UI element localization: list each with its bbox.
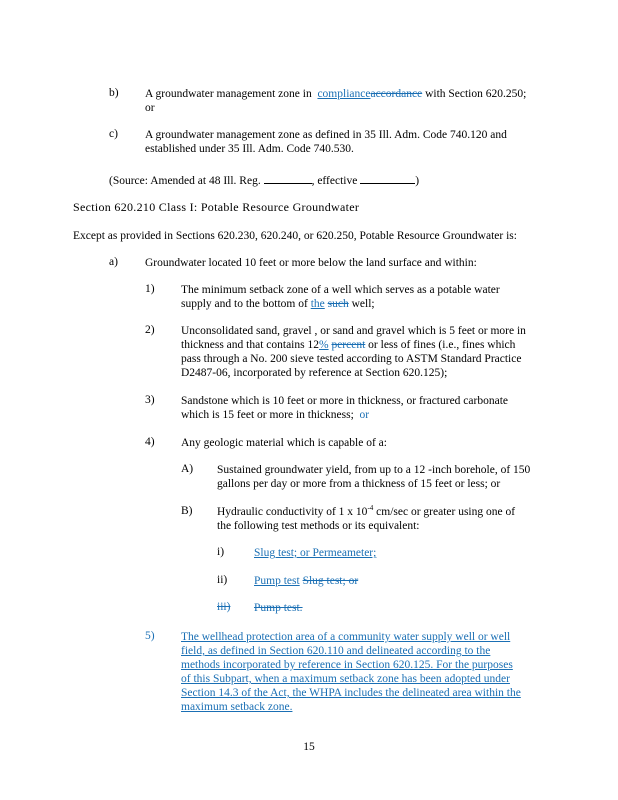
sub5-label: 5): [145, 630, 155, 642]
source-note: (Source: Amended at 48 Ill. Reg. , effective ): [109, 172, 419, 188]
sub1-text: The minimum setback zone of a well which serves as a potable water supply and to the bottom of the such well;: [181, 284, 500, 310]
deleted-text: percent: [331, 339, 366, 351]
section-intro: Except as provided in Sections 620.230, 620.240, or 620.250, Potable Resource Groundwater is:: [73, 230, 517, 242]
inserted-text: compliance: [317, 88, 371, 100]
item-c-label: c): [109, 128, 118, 140]
sub-iii-label: iii): [217, 601, 231, 613]
item-b-label: b): [109, 87, 119, 99]
item-b-text: A groundwater management zone in complianceaccordance with Section 620.250; or: [145, 88, 527, 114]
sub2-text: Unconsolidated sand, gravel , or sand and gravel which is 5 feet or more in thickness and that contains 12% percent or less of fines (i.e., fines which pass through a No. 200 sieve tested according to ASTM Standard Practice D2487-06, incorporated by reference at Section 620.125);: [181, 325, 526, 379]
deleted-text: Pump test.: [254, 602, 303, 614]
blank-line: [264, 172, 312, 184]
sub-iii-text: [254, 601, 303, 615]
sub-i-text: [254, 546, 376, 560]
inserted-text: or: [359, 409, 370, 421]
item-c-text: A groundwater management zone as defined in 35 Ill. Adm. Code 740.120 and established under 35 Ill. Adm. Code 740.530.: [145, 129, 507, 155]
sub3-text: Sandstone which is 10 feet or more in thickness, or fractured carbonate which is 15 feet or more in thickness; or: [181, 395, 509, 421]
page-number: 15: [303, 741, 315, 753]
sub2-label: 2): [145, 324, 155, 336]
deleted-text: such: [327, 298, 349, 310]
sub1-label: 1): [145, 283, 155, 295]
sub-i-label: i): [217, 546, 225, 558]
sub4-text: Any geologic material which is capable of a:: [181, 437, 387, 449]
sub4-label: 4): [145, 436, 155, 448]
sub-ii-text: [254, 574, 358, 588]
sub-ii-label: ii): [217, 574, 228, 586]
sub3-label: 3): [145, 394, 155, 406]
subA-label: A): [181, 463, 194, 475]
deleted-text: accordance: [370, 88, 423, 100]
subA-text: Sustained groundwater yield, from up to a 12 -inch borehole, of 150 gallons per day or more from a thickness of 15 feet or less; or: [217, 464, 531, 490]
section-heading: Section 620.210 Class I: Potable Resource Groundwater: [73, 200, 360, 214]
inserted-text: Pump test: [254, 575, 300, 587]
subB-text: Hydraulic conductivity of 1 x $10^{-4}$ cm/sec or greater using one of the following test methods or its equivalent:: [217, 504, 516, 532]
para-a-label: a): [109, 256, 118, 268]
deleted-text: Slug test; or: [302, 575, 359, 587]
inserted-text: the: [310, 298, 325, 310]
inserted-text: %: [318, 339, 329, 351]
subB-label: B): [181, 505, 193, 517]
inserted-text: Slug test; or Permeameter;: [254, 547, 377, 559]
blank-line: [360, 172, 415, 184]
para-a-text: Groundwater located 10 feet or more below the land surface and within:: [145, 257, 477, 269]
sub5-text: The wellhead protection area of a community water supply well or well field, as defined in Section 620.110 and delineated according to the methods incorporated by reference in Section 620.125. For the purposes of this Subpart, when a maximum setback zone has been adopted under Section 14.3 of the Act, the WHPA includes the delineated area within the maximum setback zone.: [181, 631, 521, 713]
